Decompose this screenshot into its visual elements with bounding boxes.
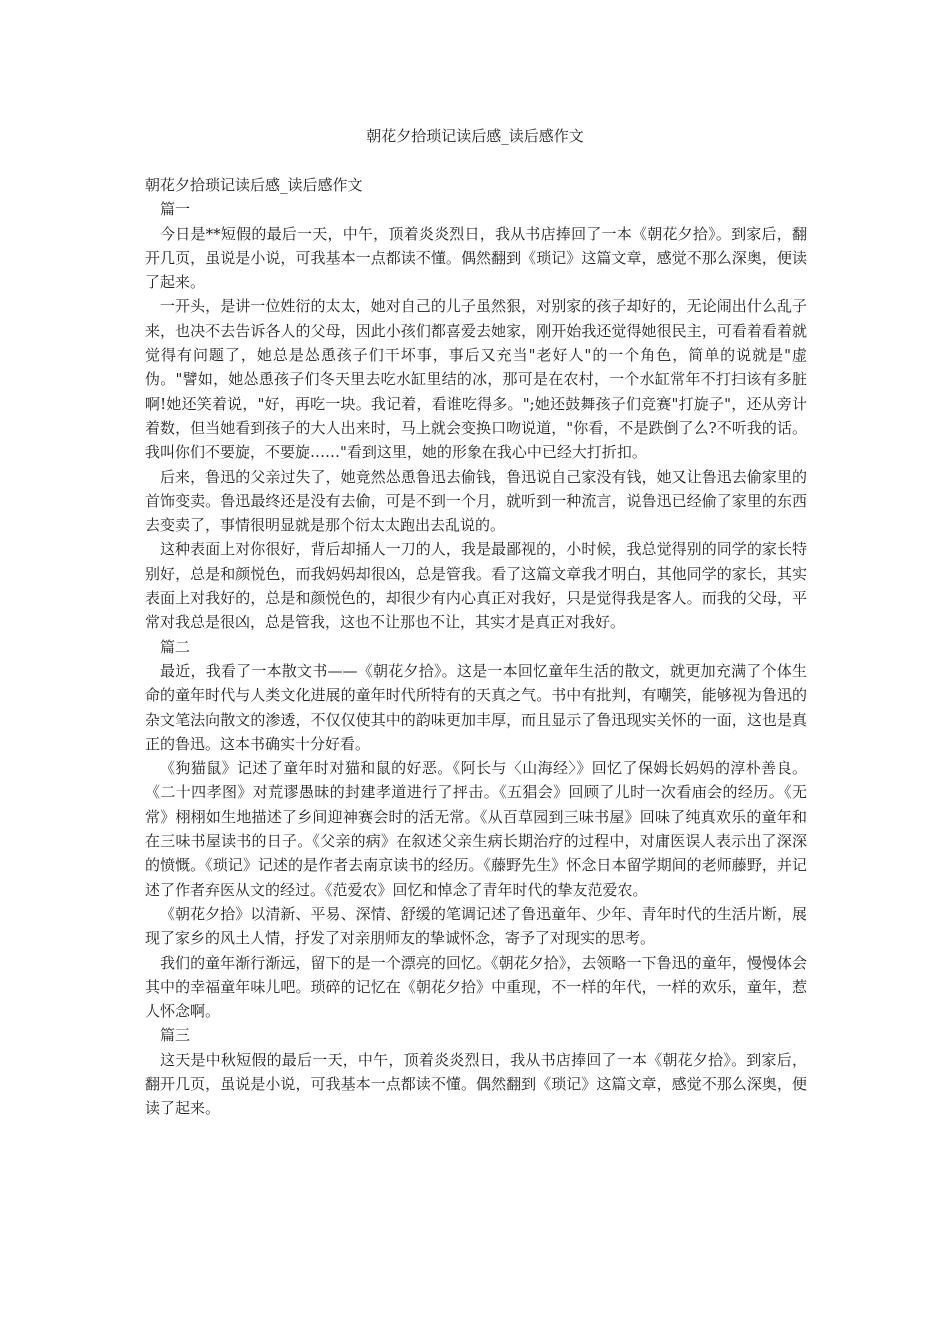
paragraph: 最近，我看了一本散文书——《朝花夕拾》。这是一本回忆童年生活的散文，就更加充满了个体生命的童年时代与人类文化进展的童年时代所特有的天真之气。书中有批判，有嘲笑，能够视为鲁迅的杂文笔法向散文的渗透，不仅仅使其中的韵味更加丰厚，而且显示了鲁迅现实关怀的一面，这也是真正的鲁迅。这本书确实十分好看。	[145, 661, 807, 753]
section-heading: 篇三	[160, 1026, 191, 1045]
document-body	[145, 173, 807, 1121]
document-subtitle: 朝花夕拾琐记读后感_读后感作文	[145, 176, 363, 194]
paragraph: 这种表面上对你很好，背后却捅人一刀的人，我是最鄙视的，小时候，我总觉得别的同学的家长特别好，总是和颜悦色，而我妈妈却很凶，总是管我。看了这篇文章我才明白，其他同学的家长，其实表面上对我好的，总是和颜悦色的，却很少有内心真正对我好，只是觉得我是客人。而我的父母，平常对我总是很凶，总是管我，这也不让那也不让，其实才是真正对我好。	[145, 540, 807, 632]
paragraph: 我们的童年渐行渐远，留下的是一个漂亮的回忆。《朝花夕拾》，去领略一下鲁迅的童年，慢慢体会其中的幸福童年味儿吧。琐碎的记忆在《朝花夕拾》中重现，不一样的年代，一样的欢乐，童年，惹人怀念啊。	[145, 953, 807, 1021]
section-heading: 篇二	[160, 637, 191, 656]
paragraph: 后来，鲁迅的父亲过失了，她竟然怂恿鲁迅去偷钱，鲁迅说自己家没有钱，她又让鲁迅去偷家里的首饰变卖。鲁迅最终还是没有去偷，可是不到一个月，就听到一种流言，说鲁迅已经偷了家里的东西去变卖了，事情很明显就是那个衍太太跑出去乱说的。	[145, 467, 807, 535]
paragraph: 《朝花夕拾》以清新、平易、深情、舒缓的笔调记述了鲁迅童年、少年、青年时代的生活片断，展现了家乡的风土人情，抒发了对亲朋师友的挚诚怀念，寄予了对现实的思考。	[145, 904, 807, 948]
paragraph: 一开头，是讲一位姓衍的太太，她对自己的儿子虽然狠，对别家的孩子却好的，无论闹出什么乱子来，也决不去告诉各人的父母，因此小孩们都喜爱去她家，刚开始我还觉得她很民主，可看着看着就觉得有问题了，她总是怂恿孩子们干坏事，事后又充当"老好人"的一个角色，简单的说就是"虚伪。"譬如，她怂恿孩子们冬天里去吃水缸里结的冰，那可是在农村，一个水缸常年不打扫该有多脏啊!她还笑着说，"好，再吃一块。我记着，看谁吃得多。";她还鼓舞孩子们竞赛"打旋子"，还从旁计着数，但当她看到孩子的大人出来时，马上就会变换口吻说道，"你看，不是跌倒了么?不听我的话。我叫你们不要旋，不要旋……"看到这里，她的形象在我心中已经大打折扣。	[145, 297, 807, 462]
section-heading: 篇一	[160, 200, 191, 219]
paragraph: 今日是**短假的最后一天，中午，顶着炎炎烈日，我从书店捧回了一本《朝花夕拾》。到家后，翻开几页，虽说是小说，可我基本一点都读不懂。偶然翻到《琐记》这篇文章，感觉不那么深奥，便读了起来。	[145, 224, 807, 292]
document-title: 朝花夕拾琐记读后感_读后感作文	[366, 127, 584, 145]
paragraph: 这天是中秋短假的最后一天，中午，顶着炎炎烈日，我从书店捧回了一本《朝花夕拾》。到家后，翻开几页，虽说是小说，可我基本一点都读不懂。偶然翻到《琐记》这篇文章，感觉不那么深奥，便读了起来。	[145, 1050, 807, 1118]
paragraph: 《狗猫鼠》记述了童年时对猫和鼠的好恶。《阿长与〈山海经〉》回忆了保姆长妈妈的淳朴善良。《二十四孝图》对荒谬愚昧的封建孝道进行了抨击。《五猖会》回顾了儿时一次看庙会的经历。《无常》栩栩如生地描述了乡间迎神赛会时的活无常。《从百草园到三味书屋》回味了纯真欢乐的童年和在三味书屋读书的日子。《父亲的病》在叙述父亲生病长期治疗的过程中，对庸医误人表示出了深深的愤慨。《琐记》记述的是作者去南京读书的经历。《藤野先生》怀念日本留学期间的老师藤野，并记述了作者弃医从文的经过。《范爱农》回忆和悼念了青年时代的挚友范爱农。	[145, 759, 807, 899]
